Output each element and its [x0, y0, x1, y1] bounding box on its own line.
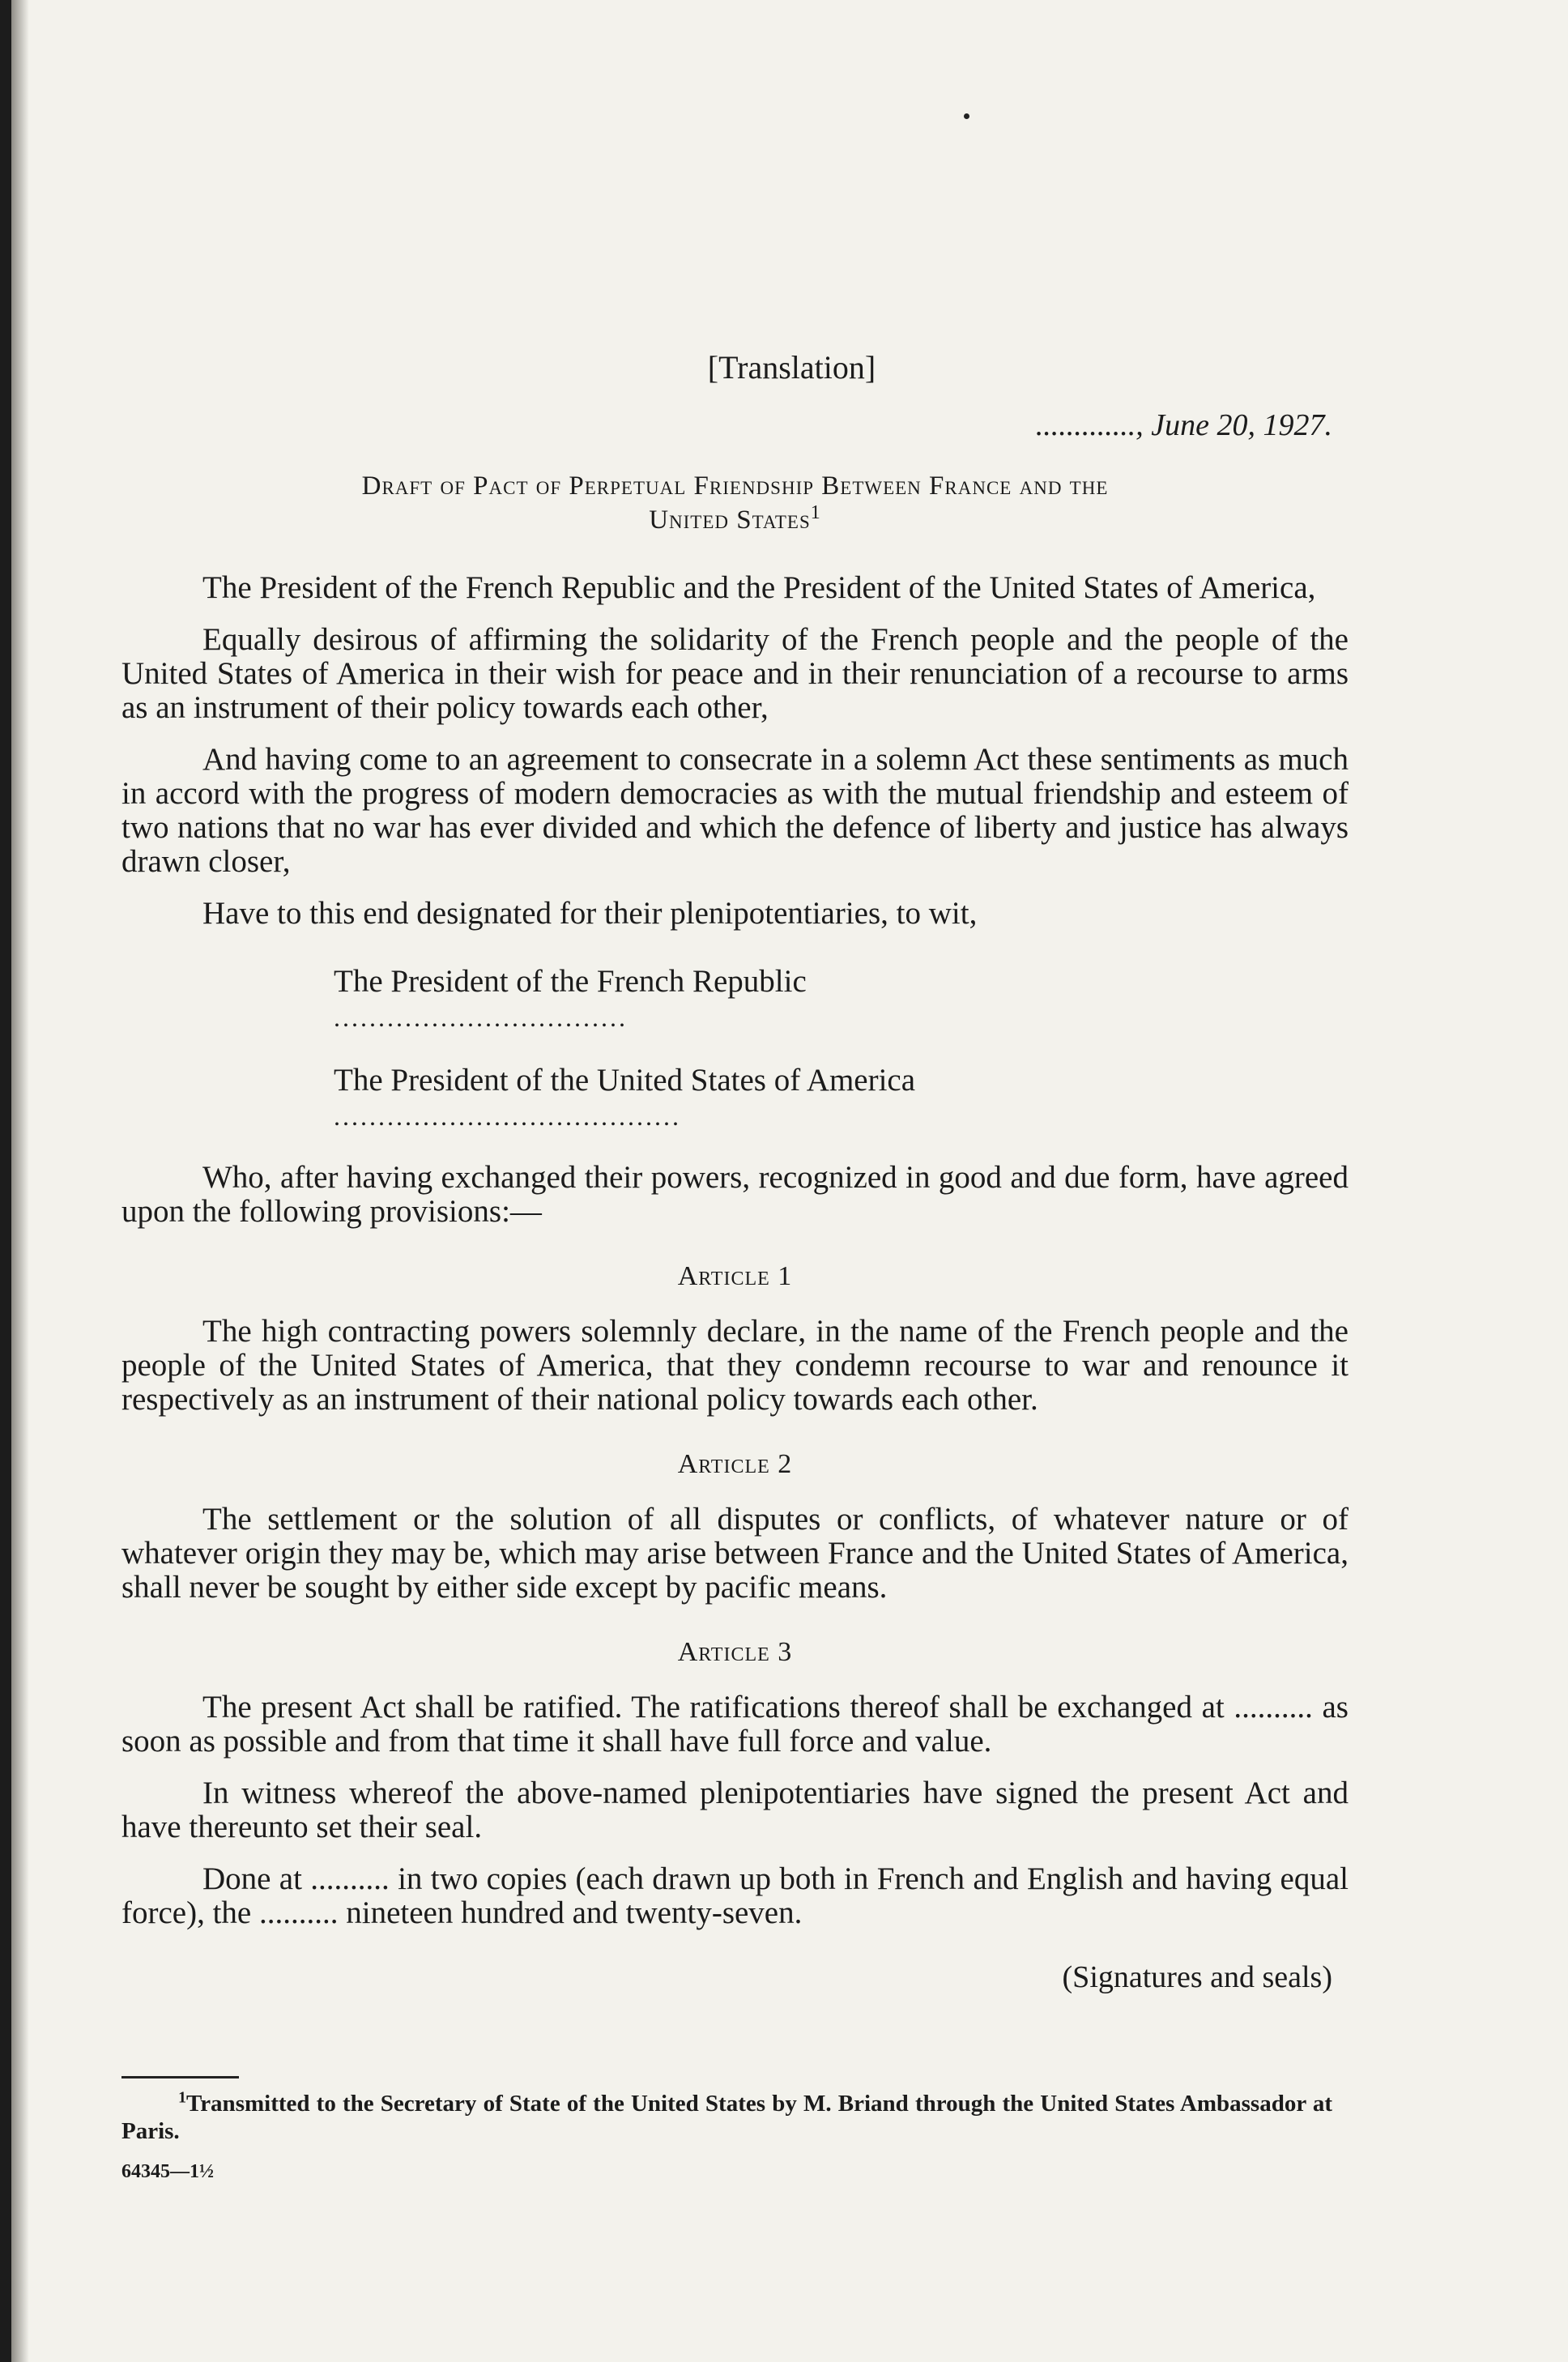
article-3-text: The present Act shall be ratified. The ratifications thereof shall be exchanged at .......... as soon as possible and from that time it shall have full force and value. [121, 1690, 1349, 1759]
document-title [121, 469, 1349, 537]
document-body [121, 348, 1349, 1995]
title-line-2: United States$^1$ [649, 502, 821, 535]
binding-edge [0, 0, 11, 2362]
preamble-paragraph-1: The President of the French Republic and the President of the United States of America, [202, 570, 1316, 605]
witness-paragraph: In witness whereof the above-named plenipotentiaries have signed the present Act and have thereunto set their seal. [121, 1776, 1349, 1844]
footnote-divider [121, 2076, 239, 2078]
date-line: ............., June 20, 1927. [1035, 408, 1332, 442]
translation-label: [Translation] [707, 349, 876, 386]
footnote-marker: 1 [178, 2088, 186, 2107]
done-at-paragraph: Done at .......... in two copies (each drawn up both in French and English and having equal force), the .......... nineteen hundred and twenty-seven. [121, 1861, 1349, 1930]
footnote [121, 2090, 1332, 2145]
title-footnote-marker: 1 [810, 502, 821, 523]
plenipotentiary-france-blank: ................................. [334, 1003, 628, 1032]
footnote-text: Transmitted to the Secretary of State of the United States by M. Briand through the United States Ambassador at Paris. [121, 2091, 1332, 2144]
article-2-text: The settlement or the solution of all disputes or conflicts, of whatever nature or of whatever origin they may be, which may arise between France and the United States of America, shall never be sought by either side except by pacific means. [121, 1502, 1349, 1605]
plenipotentiary-usa-label: The President of the United States of America [334, 1063, 916, 1098]
ink-speck [964, 113, 969, 119]
article-3-heading: Article 3 [677, 1637, 793, 1667]
preamble-paragraph-2: Equally desirous of affirming the solidarity of the French people and the people of the United States of America in their wish for peace and in their renunciation of a recourse to arms as an instrument of their policy towards each other, [121, 622, 1349, 725]
plenipotentiary-usa-blank: ....................................... [334, 1102, 681, 1131]
agreement-paragraph: Who, after having exchanged their powers, recognized in good and due form, have agreed upon the following provisions:— [121, 1160, 1349, 1229]
preamble-paragraph-3: And having come to an agreement to consecrate in a solemn Act these sentiments as much in accord with the progress of modern democracies as with the mutual friendship and esteem of two nations that no war has ever divided and which the defence of liberty and justice has always drawn closer, [121, 742, 1349, 879]
binding-shadow [11, 0, 29, 2362]
signatures-and-seals: (Signatures and seals) [1062, 1960, 1332, 1994]
preamble-paragraph-4: Have to this end designated for their plenipotentiaries, to wit, [202, 896, 978, 931]
printer-mark: 64345—1½ [121, 2161, 214, 2182]
article-1-heading: Article 1 [677, 1261, 793, 1291]
article-2-heading: Article 2 [677, 1449, 793, 1479]
title-line-1: Draft of Pact of Perpetual Friendship Between France and the [361, 471, 1109, 501]
plenipotentiary-france-label: The President of the French Republic [334, 964, 807, 999]
article-1-text: The high contracting powers solemnly declare, in the name of the French people and the people of the United States of America, that they condemn recourse to war and renounce it respectively as an instrument of their national policy towards each other. [121, 1314, 1349, 1417]
